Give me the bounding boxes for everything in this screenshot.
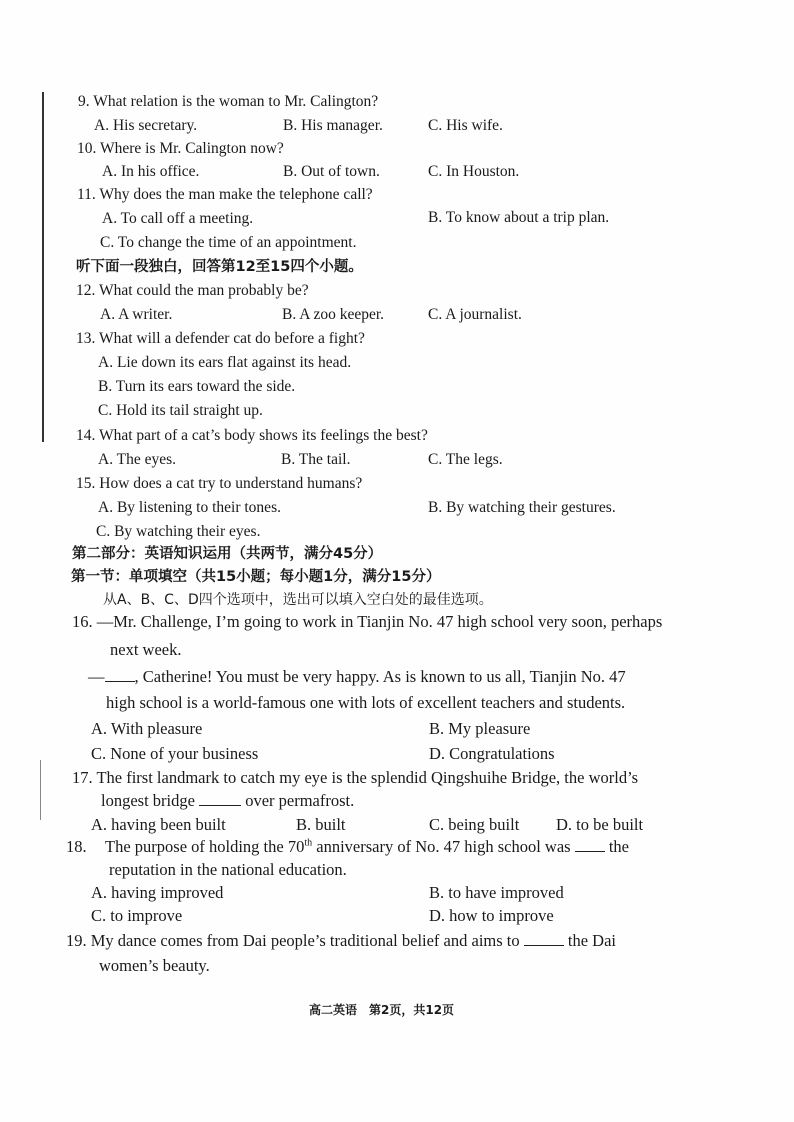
answer-blank [575, 851, 605, 852]
answer-blank [199, 805, 241, 806]
question-12-option-a: A. A writer. [100, 306, 173, 323]
answer-blank [524, 945, 564, 946]
question-13-option-a: A. Lie down its ears flat against its head. [98, 354, 352, 371]
line-2-text-end: over permafrost. [241, 791, 355, 810]
question-16-line-2: next week. [110, 640, 182, 659]
line-1-text-mid: anniversary of No. 47 high school was [312, 837, 575, 856]
question-15-option-a: A. By listening to their tones. [98, 499, 281, 516]
question-18-option-c: C. to improve [91, 906, 183, 925]
question-12-option-b: B. A zoo keeper. [282, 306, 385, 323]
question-17-option-d: D. to be built [556, 815, 644, 834]
question-15-stem: 15. How does a cat try to understand humans? [76, 475, 363, 492]
question-17-line-2 [101, 791, 354, 811]
page-footer: 高二英语 第2页，共12页 [309, 1003, 455, 1017]
question-12-stem: 12. What could the man probably be? [76, 282, 309, 299]
question-14-option-c: C. The legs. [428, 451, 503, 468]
line-3-text: , Catherine! You must be very happy. As is known to us all, Tianjin No. 47 [134, 667, 626, 686]
question-18-option-d: D. how to improve [429, 906, 554, 925]
question-19-line-2: women’s beauty. [99, 956, 210, 975]
question-14-option-a: A. The eyes. [98, 451, 177, 468]
question-10-stem: 10. Where is Mr. Calington now? [77, 140, 284, 157]
question-13-stem: 13. What will a defender cat do before a fight? [76, 330, 365, 347]
question-15-option-b: B. By watching their gestures. [428, 499, 616, 516]
line-1-text: 19. My dance comes from Dai people’s traditional belief and aims to [66, 931, 524, 950]
question-12-option-c: C. A journalist. [428, 306, 522, 323]
question-10-option-c: C. In Houston. [428, 163, 520, 180]
question-11-option-a: A. To call off a meeting. [102, 210, 254, 227]
question-16-option-b: B. My pleasure [429, 719, 531, 738]
margin-line [42, 92, 44, 442]
question-18-line-2: reputation in the national education. [109, 860, 347, 879]
part-2-heading: 第二部分：英语知识运用（共两节，满分45分） [72, 546, 383, 562]
question-15-option-c: C. By watching their eyes. [96, 523, 261, 540]
question-9-option-a: A. His secretary. [94, 117, 198, 134]
ordinal-suffix: th [304, 837, 313, 849]
question-18-option-b: B. to have improved [429, 883, 564, 902]
question-17-option-c: C. being built [429, 815, 520, 834]
question-16-line-3 [88, 667, 626, 687]
question-11-option-c: C. To change the time of an appointment. [100, 234, 357, 251]
question-16-option-c: C. None of your business [91, 744, 259, 763]
question-16-line-1: 16. —Mr. Challenge, I’m going to work in Tianjin No. 47 high school very soon, perhaps [72, 612, 663, 631]
question-13-option-b: B. Turn its ears toward the side. [98, 378, 296, 395]
question-9-stem: 9. What relation is the woman to Mr. Calington? [78, 93, 379, 110]
line-1-text-end: the [604, 837, 629, 856]
question-10-option-b: B. Out of town. [283, 163, 380, 180]
question-16-option-a: A. With pleasure [91, 719, 203, 738]
question-18-line-1 [105, 837, 629, 857]
question-19-line-1 [66, 931, 616, 951]
question-16-option-d: D. Congratulations [429, 744, 555, 763]
question-9-option-b: B. His manager. [283, 117, 383, 134]
question-18-number: 18. [66, 837, 87, 856]
question-11-option-b: B. To know about a trip plan. [428, 209, 610, 226]
dash: — [88, 667, 105, 686]
monologue-instruction: 听下面一段独白，回答第12至15四个小题。 [76, 259, 363, 275]
question-9-option-c: C. His wife. [428, 117, 503, 134]
line-1-text: The purpose of holding the 70 [105, 837, 305, 856]
question-18-option-a: A. having improved [91, 883, 224, 902]
answer-blank [105, 681, 135, 682]
question-13-option-c: C. Hold its tail straight up. [98, 402, 263, 419]
line-1-text-end: the Dai [563, 931, 616, 950]
question-17-option-a: A. having been built [91, 815, 226, 834]
question-14-stem: 14. What part of a cat’s body shows its feelings the best? [76, 427, 428, 444]
question-10-option-a: A. In his office. [102, 163, 200, 180]
question-16-line-4: high school is a world-famous one with lots of excellent teachers and students. [106, 693, 626, 712]
question-17-line-1: 17. The first landmark to catch my eye is the splendid Qingshuihe Bridge, the world’s [72, 768, 639, 787]
question-11-stem: 11. Why does the man make the telephone call? [77, 186, 373, 203]
question-14-option-b: B. The tail. [281, 451, 351, 468]
line-2-text: longest bridge [101, 791, 200, 810]
question-17-option-b: B. built [296, 815, 346, 834]
section-1-heading: 第一节：单项填空（共15小题；每小题1分，满分15分） [71, 569, 441, 585]
section-1-instruction: 从A、B、C、D四个选项中，选出可以填入空白处的最佳选项。 [103, 592, 493, 608]
margin-line [40, 760, 41, 820]
